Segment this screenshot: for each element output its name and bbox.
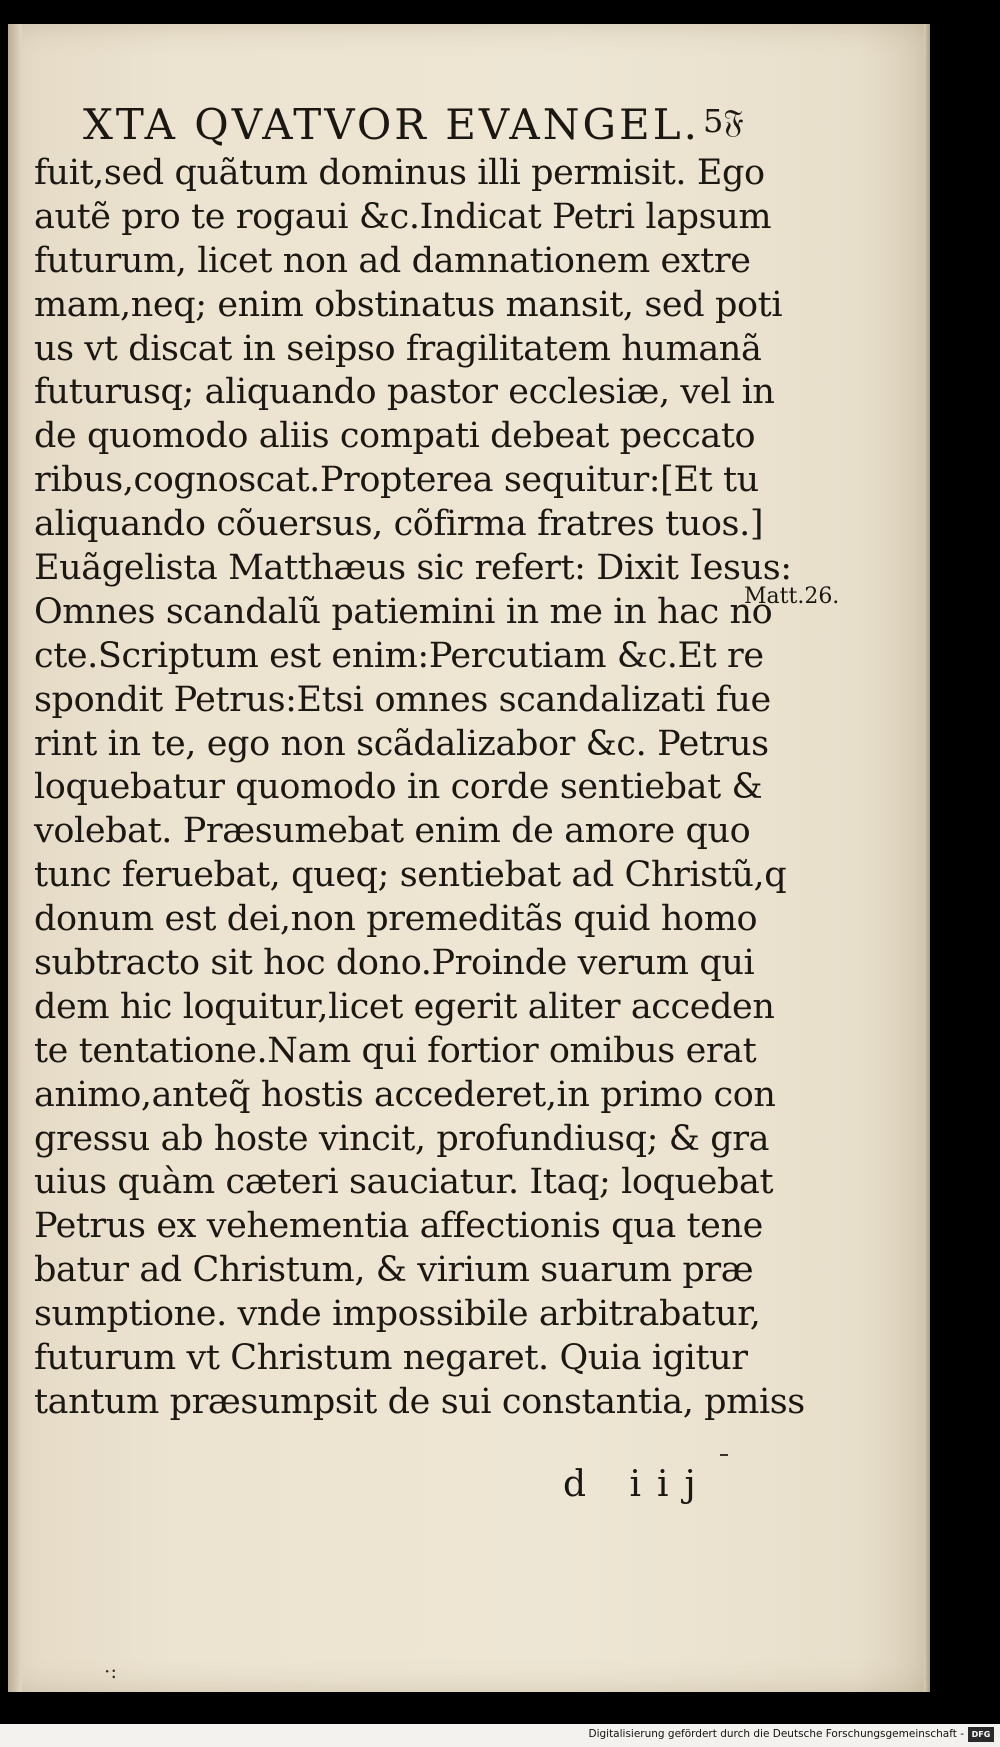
text-line: de quomodo aliis compati debeat peccato	[34, 416, 756, 457]
text-line: volebat. Præsumebat enim de amore quo	[34, 811, 751, 852]
text-line: fuit,sed quãtum dominus illi permisit. Ego	[34, 153, 765, 193]
text-line: animo,anteq̃ hostis accederet,in primo con	[34, 1074, 776, 1115]
text-line: loquebatur quomodo in corde sentiebat &	[34, 767, 763, 808]
text-line: Petrus ex vehementia affectionis qua tene	[34, 1206, 763, 1247]
text-line: tunc feruebat, queq; sentiebat ad Christũ,q	[34, 855, 787, 896]
text-line: gressu ab hoste vincit, profundiusq; & gra	[34, 1118, 770, 1159]
text-line: us vt discat in seipso fragilitatem humanã	[34, 328, 762, 369]
text-line: mam,neq; enim obstinatus mansit, sed poti	[34, 284, 783, 325]
text-line: subtracto sit hoc dono.Proinde verum qui	[34, 943, 755, 984]
text-line: Euãgelista Matthæus sic refert: Dixit Iesus:	[34, 548, 792, 589]
folio-number: 5𝔉	[703, 102, 744, 140]
running-head: XTA QVATVOR EVANGEL.	[83, 100, 700, 149]
catchword-tick	[720, 1454, 728, 1456]
text-line: sumptione. vnde impossibile arbitrabatur,	[34, 1294, 761, 1335]
text-line: spondit Petrus:Etsi omnes scandalizati fue	[34, 679, 771, 720]
text-line: te tentatione.Nam qui fortior omibus erat	[34, 1030, 757, 1071]
margin-note: Matt.26.	[744, 584, 840, 609]
text-line: batur ad Christum, & virium suarum præ	[34, 1250, 754, 1291]
text-line: futurum, licet non ad damnationem extre	[34, 240, 751, 281]
text-line: uius quàm cæteri sauciatur. Itaq; loquebat	[34, 1162, 774, 1203]
book-page	[8, 24, 930, 1692]
page-edge	[924, 24, 930, 1692]
text-line: donum est dei,non premeditãs quid homo	[34, 899, 758, 940]
text-line: futurusq; aliquando pastor ecclesiæ, vel in	[34, 372, 775, 413]
footer-bar	[0, 1724, 1000, 1747]
text-line: futurum vt Christum negaret. Quia igitur	[34, 1338, 748, 1379]
text-line: Omnes scandalũ patiemini in me in hac no	[34, 591, 773, 632]
binding-gutter	[8, 24, 22, 1692]
text-line: autẽ pro te rogaui &c.Indicat Petri lapsum	[34, 196, 772, 237]
signature-mark: d iij	[563, 1464, 712, 1505]
text-line: tantum præsumpsit de sui constantia, pmiss	[34, 1381, 805, 1422]
text-line: ribus,cognoscat.Propterea sequitur:[Et tu	[34, 460, 759, 501]
funding-notice: Digitalisierung gefördert durch die Deutsche Forschungsgemeinschaft -	[588, 1728, 964, 1740]
text-line: cte.Scriptum est enim:Percutiam &c.Et re	[34, 635, 764, 676]
text-line: aliquando cõuersus, cõfirma fratres tuos.]	[34, 504, 764, 545]
text-line: dem hic loquitur,licet egerit aliter acceden	[34, 986, 775, 1027]
dfg-logo: DFG	[968, 1727, 994, 1742]
stray-ink-mark: ·:	[104, 1659, 118, 1683]
text-line: rint in te, ego non scãdalizabor &c. Petrus	[34, 723, 769, 764]
